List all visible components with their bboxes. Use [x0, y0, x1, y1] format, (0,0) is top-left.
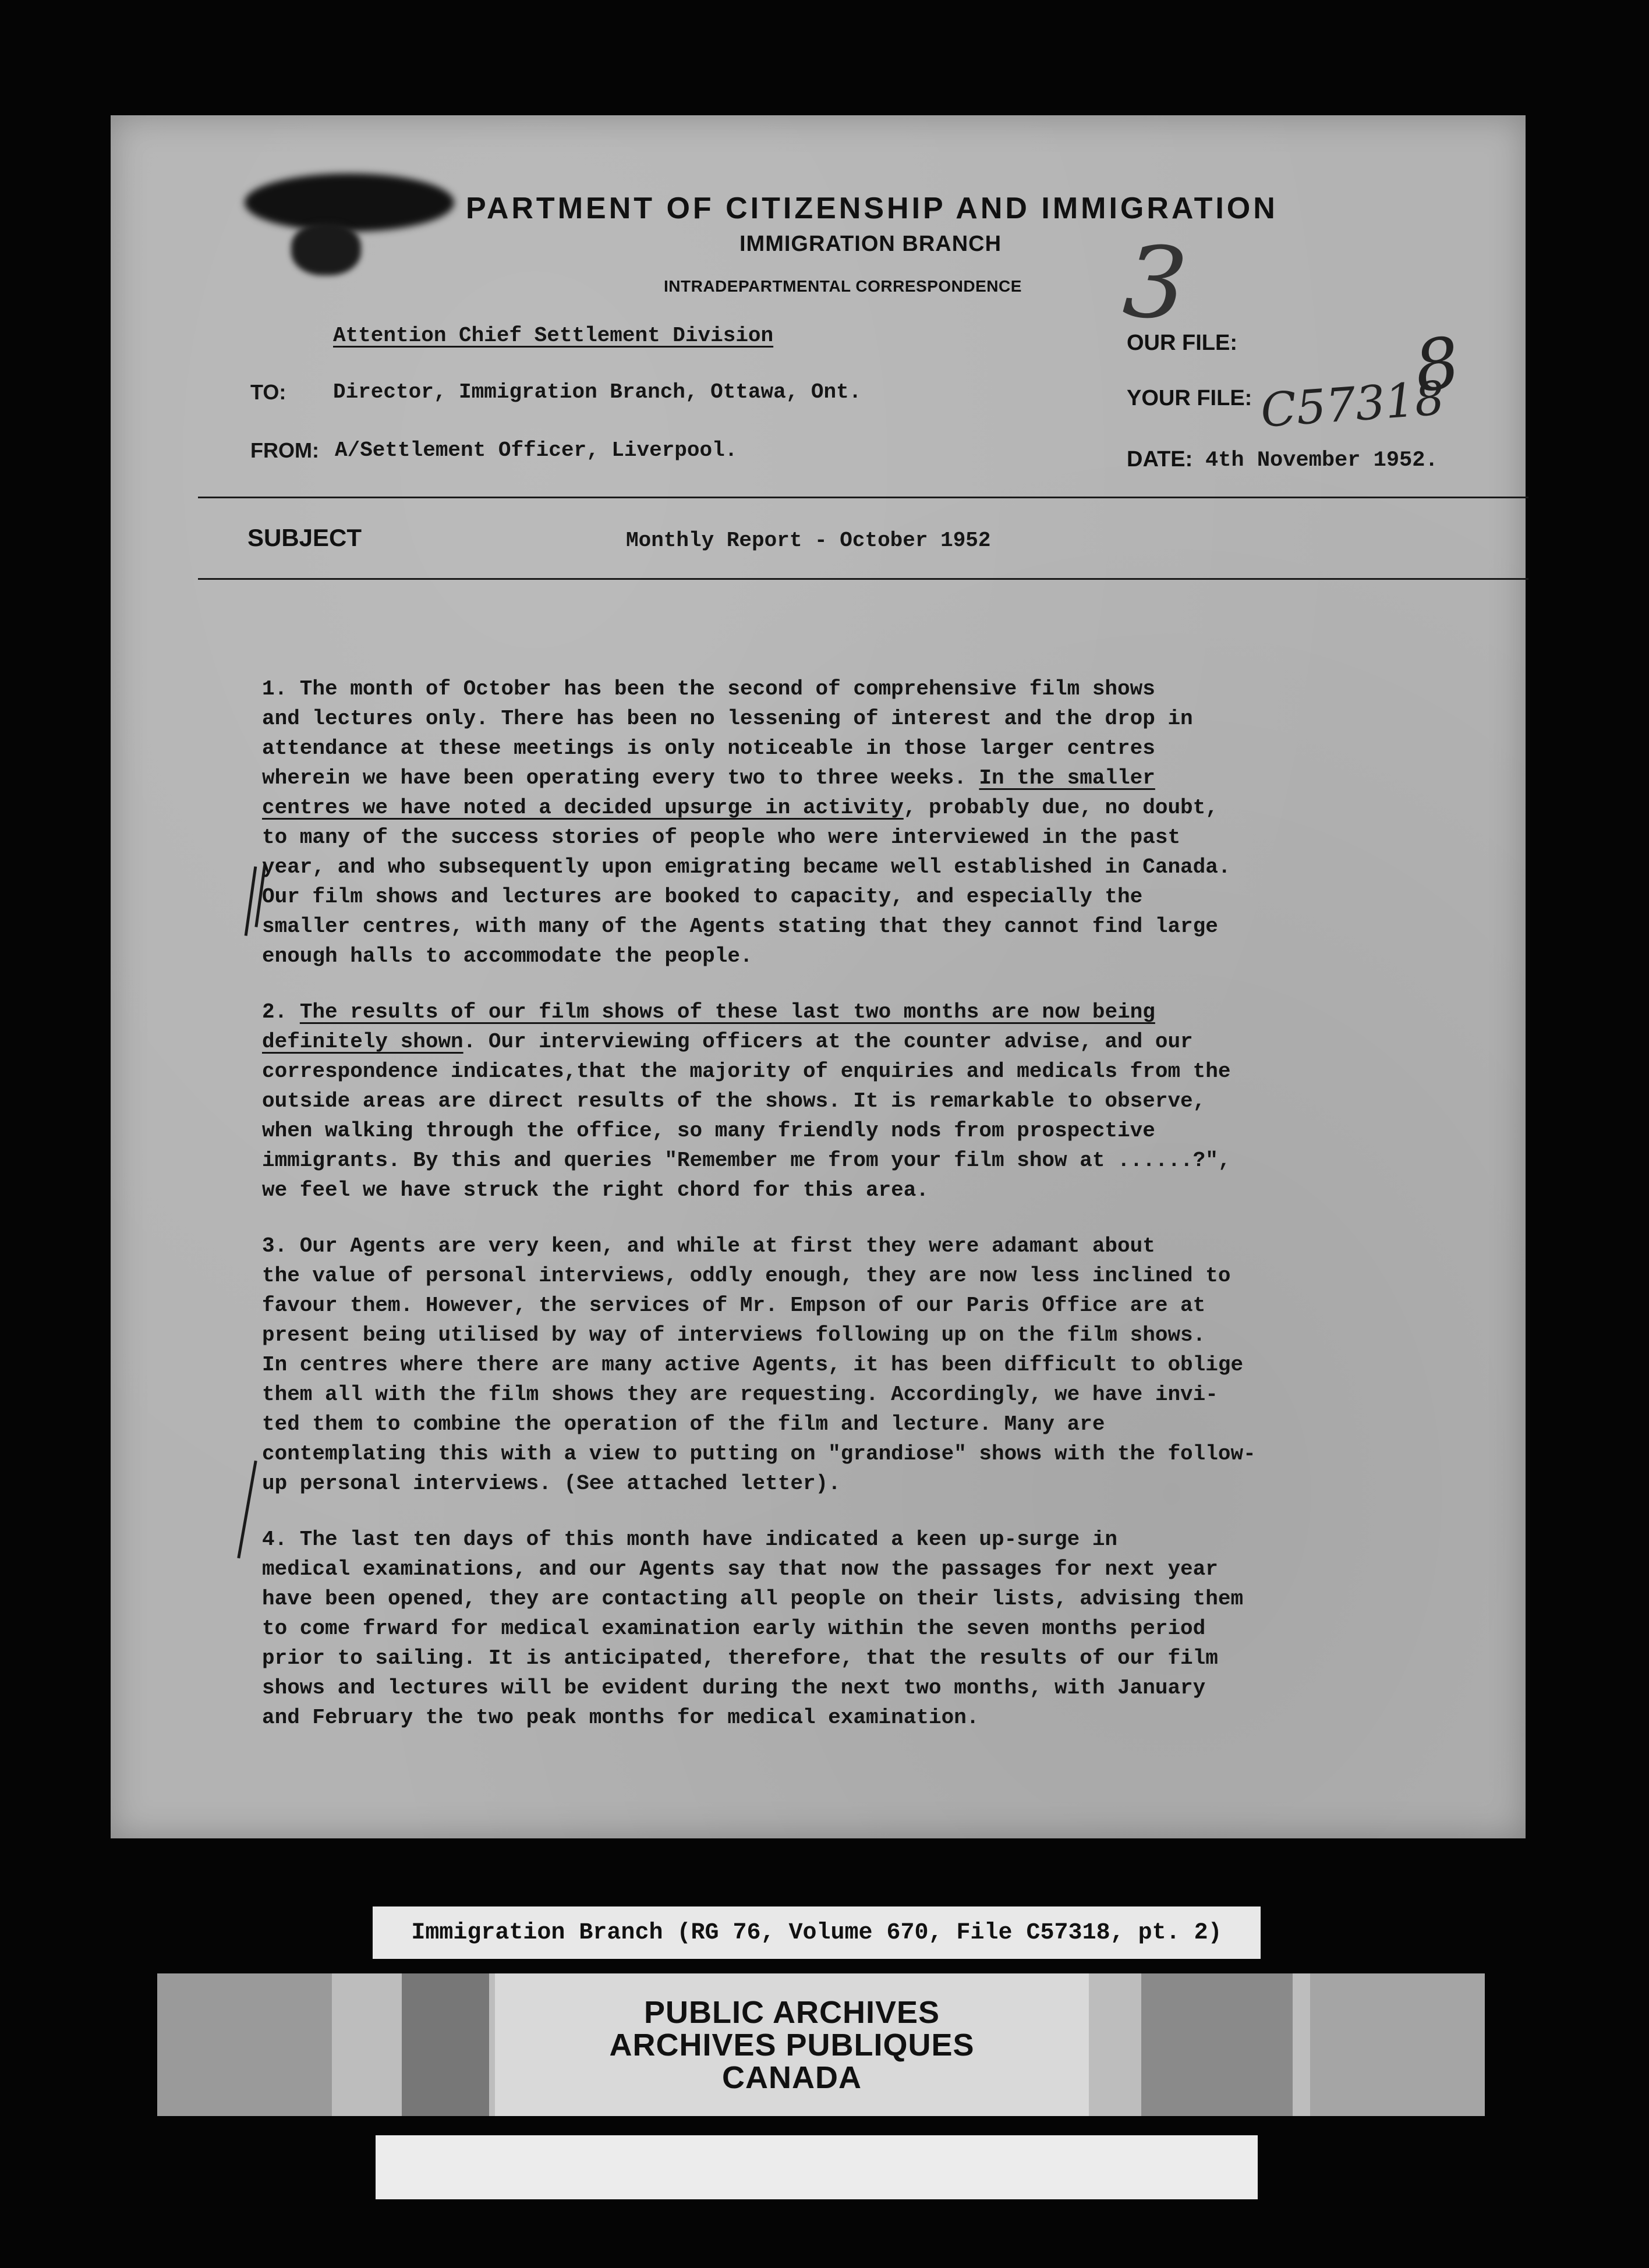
stamp-line: ARCHIVES PUBLIQUES	[609, 2027, 975, 2063]
paragraph-text: 2.	[262, 1000, 300, 1024]
your-file-label: YOUR FILE:	[1127, 386, 1252, 410]
memo-body	[262, 674, 1415, 1759]
margin-mark	[237, 1461, 257, 1558]
branch-title: IMMIGRATION BRANCH	[739, 232, 1002, 256]
paragraph-text: . Our interviewing officers at the counter advise, and our correspondence indicates,that the majority of enquiries and medicals from the outside areas are direct results of the shows. It is remarkable to observe, when walking through the office, so many friendly nods from prospective immigrants. By this and queries "Remember me from your film show at ......?", we feel we have struck the right chord for this area.	[262, 1030, 1231, 1202]
divider	[198, 578, 1528, 580]
band-block	[1141, 1973, 1293, 2116]
department-title: PARTMENT OF CITIZENSHIP AND IMMIGRATION	[466, 192, 1278, 225]
from-value: A/Settlement Officer, Liverpool.	[335, 438, 738, 462]
paragraph-4: 4. The last ten days of this month have indicated a keen up-surge in medical examinations, and our Agents say that now the passages for next year have been opened, they are contacting all people on their lists, advising them to come frward for medical examination early within the seven months period prior to sailing. It is anticipated, therefore, that the results of our film shows and lectures will be evident during the next two months, with January and February the two peak months for medical examination.	[262, 1528, 1244, 1730]
memo-page	[111, 115, 1526, 1838]
date-label: DATE:	[1127, 447, 1193, 472]
handwritten-annotation: 3	[1120, 224, 1191, 343]
underlined-text: The results of our film shows of these last two months are now being definitely shown	[262, 1000, 1155, 1054]
stamp-line: CANADA	[722, 2060, 862, 2095]
stamp-line: PUBLIC ARCHIVES	[643, 1994, 940, 2030]
attention-line: Attention Chief Settlement Division	[333, 324, 774, 348]
our-file-label: OUR FILE:	[1127, 331, 1237, 355]
band-block	[1310, 1973, 1485, 2116]
to-label: TO:	[250, 380, 286, 404]
underlined-text: In the smaller centres we have noted a decided upsurge in activity	[262, 766, 1155, 820]
correspondence-type: INTRADEPARTMENTAL CORRESPONDENCE	[664, 277, 1022, 295]
paragraph-1	[262, 674, 1415, 971]
paragraph-2	[262, 997, 1415, 1205]
subject-label: SUBJECT	[247, 524, 362, 551]
to-value: Director, Immigration Branch, Ottawa, Ont.	[333, 380, 862, 404]
ink-blot	[245, 173, 454, 232]
handwritten-annotation: 8	[1409, 322, 1465, 409]
date-value: 4th November 1952.	[1205, 448, 1438, 473]
band-block	[157, 1973, 332, 2116]
archive-stamp	[495, 1973, 1089, 2116]
your-file-handwritten: C57318	[1259, 371, 1446, 438]
from-label: FROM:	[250, 438, 319, 462]
archive-reference: Immigration Branch (RG 76, Volume 670, File C57318, pt. 2)	[373, 1906, 1261, 1959]
band-block	[402, 1973, 489, 2116]
paragraph-text: 1. The month of October has been the second of comprehensive film shows and lectures only. There has been no lessening of interest and the drop in attendance at these meetings is only noticeable in those larger centres wherein we have been operating every two to three weeks.	[262, 677, 1193, 790]
blank-label-strip	[376, 2135, 1258, 2199]
subject-value: Monthly Report - October 1952	[626, 529, 991, 552]
ink-blot	[291, 223, 361, 275]
paragraph-3: 3. Our Agents are very keen, and while at first they were adamant about the value of personal interviews, oddly enough, they are now less inclined to favour them. However, the services of Mr. Empson of our Paris Office are at present being utilised by way of interviews following up on the film shows. In centres where there are many active Agents, it has been difficult to oblige them all with the film shows they are requesting. Accordingly, we have invi- ted them to combine the operation of the film and lecture. Many are contemplating this with a view to putting on "grandiose" shows with the follow- up personal interviews. (See attached letter).	[262, 1234, 1256, 1496]
divider	[198, 497, 1528, 498]
paragraph-text: , probably due, no doubt, to many of the success stories of people who were interviewed in the past year, and who subsequently upon emigrating became well established in Canada. Our film shows and lectures are booked to capacity, and especially the smaller centres, with many of the Agents stating that they cannot find large enough halls to accommodate the people.	[262, 796, 1231, 968]
